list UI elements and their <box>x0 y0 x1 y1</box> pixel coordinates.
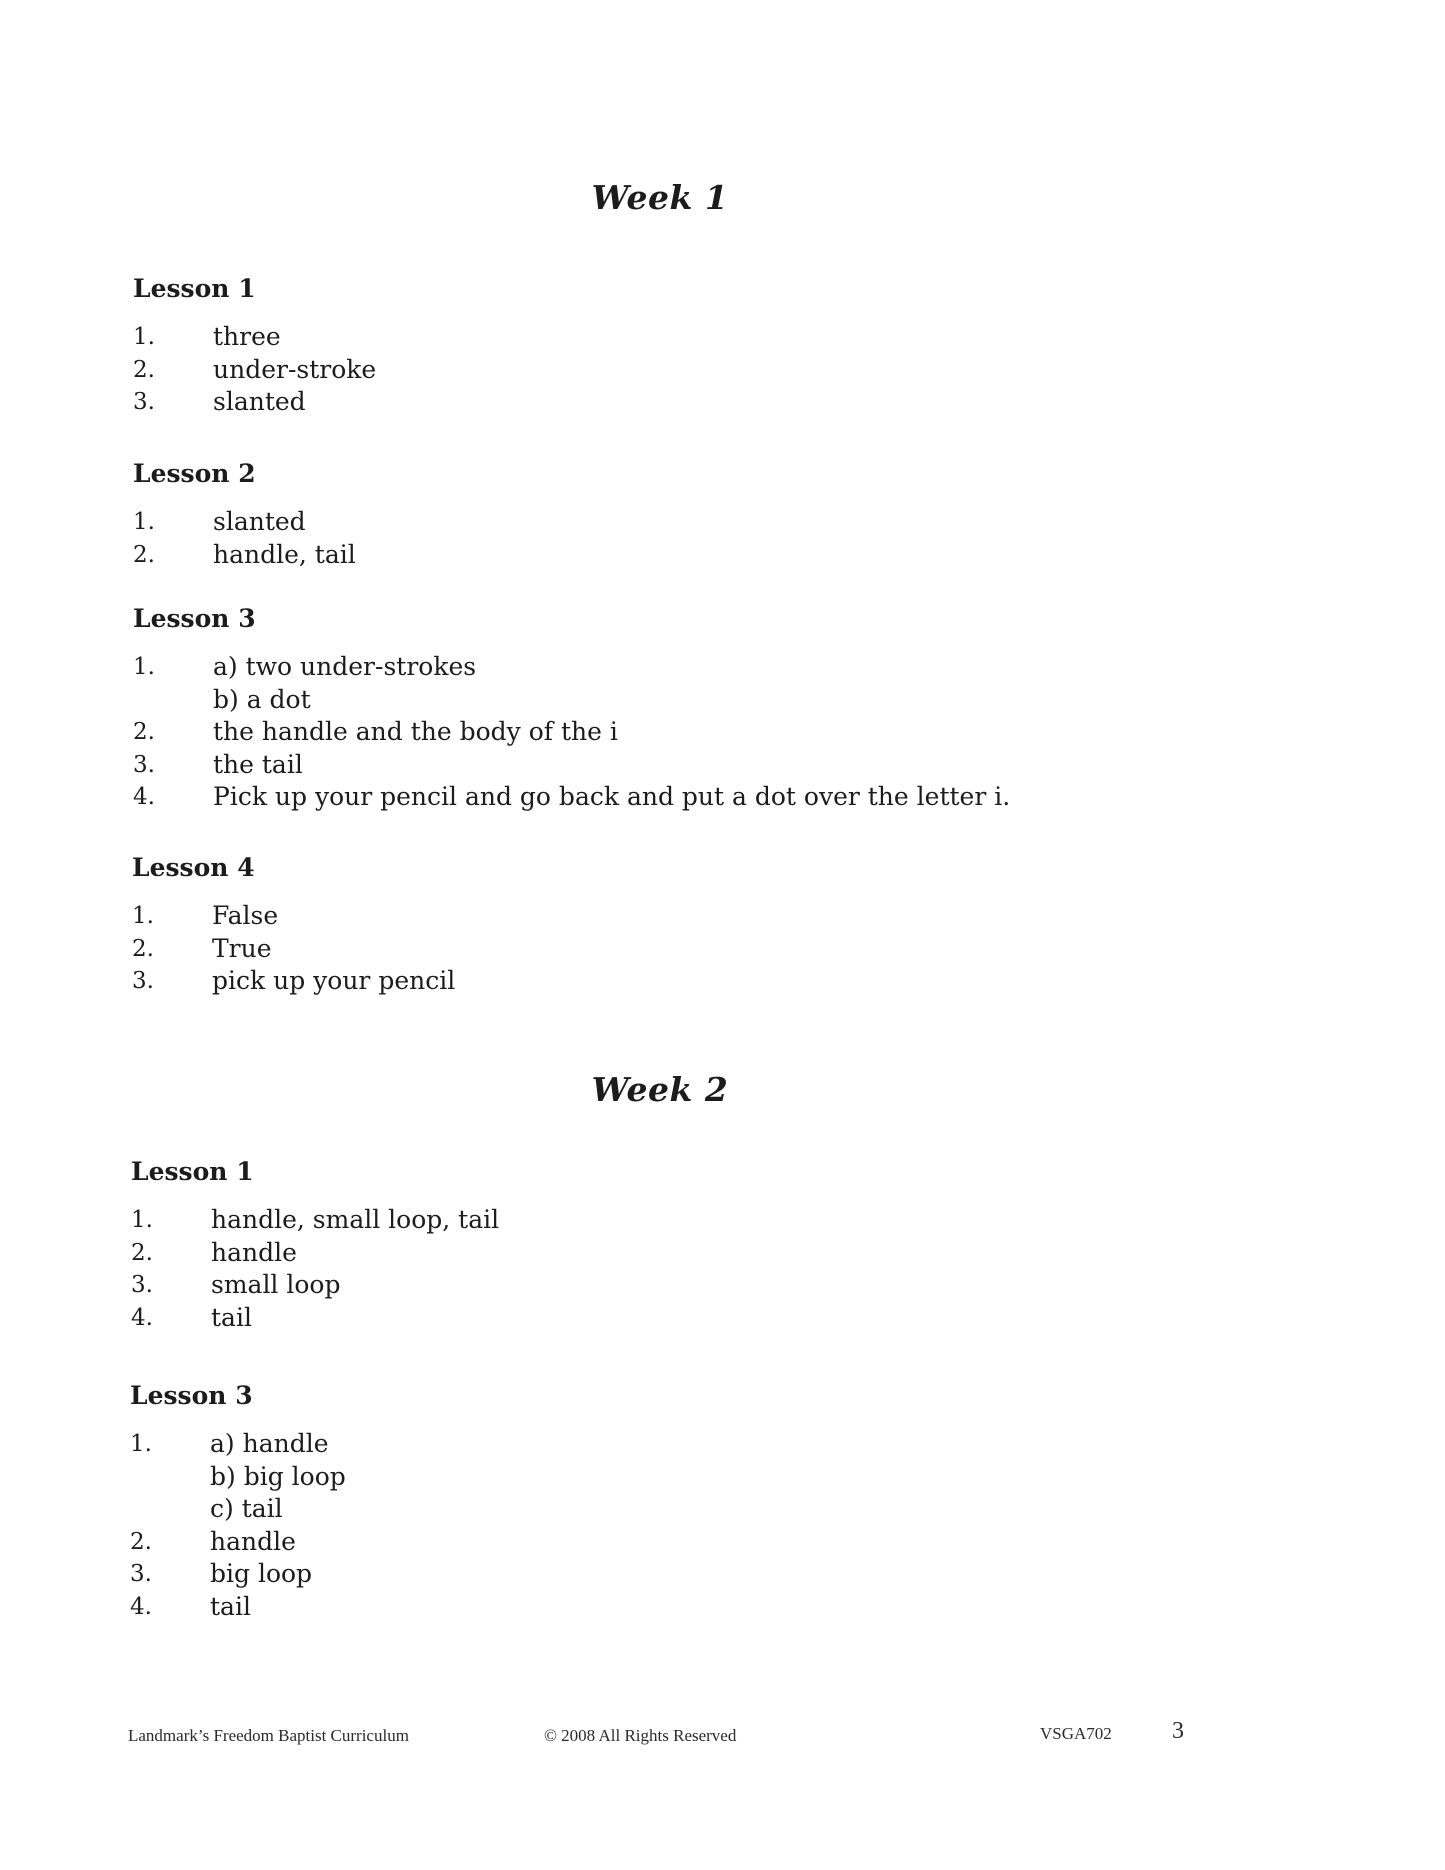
answer-number: 2. <box>131 1239 153 1266</box>
lesson-title: Lesson 3 <box>130 1381 253 1410</box>
answer-line: handle, tail <box>213 539 356 569</box>
answer-text <box>213 321 1333 354</box>
week-1-lesson-3 <box>133 606 1333 814</box>
answer-list <box>133 321 1333 419</box>
answer-line: big loop <box>210 1559 313 1588</box>
answer-line: tail <box>210 1591 251 1621</box>
answer-text <box>213 781 1333 814</box>
answer-item <box>131 1237 1331 1270</box>
answer-item <box>133 354 1333 387</box>
answer-item <box>133 539 1333 572</box>
answer-list <box>133 506 1333 571</box>
lesson-title: Lesson 2 <box>133 459 256 488</box>
answer-item <box>132 900 1332 933</box>
answer-text <box>213 716 1333 749</box>
answer-item <box>131 1204 1331 1237</box>
answer-text <box>211 1204 1331 1237</box>
answer-item <box>130 1526 1330 1559</box>
answer-item <box>133 781 1333 814</box>
answer-line: Pick up your pencil and go back and put a dot over the letter i. <box>213 782 1011 811</box>
week-1-lesson-2 <box>133 461 1333 571</box>
answer-line: a) two under-strokes <box>213 652 477 681</box>
answer-text <box>210 1558 1330 1591</box>
answer-item <box>133 506 1333 539</box>
week-1-title: Week 1 <box>591 178 729 217</box>
answer-number: 3. <box>131 1272 153 1298</box>
answer-number: 2. <box>133 356 155 383</box>
answer-list <box>131 1204 1331 1334</box>
answer-number: 1. <box>132 903 154 929</box>
page-footer <box>0 1718 1445 1758</box>
answer-line: the tail <box>213 749 303 779</box>
answer-item <box>132 965 1332 998</box>
answer-number: 2. <box>130 1528 152 1555</box>
answer-list <box>130 1428 1330 1623</box>
answer-text <box>213 506 1333 539</box>
answer-line: True <box>212 933 272 963</box>
answer-number: 3. <box>133 751 155 778</box>
answer-item <box>133 321 1333 354</box>
answer-text <box>213 386 1333 419</box>
answer-text <box>212 900 1332 933</box>
answer-line: b) big loop <box>210 1461 346 1491</box>
week-1-lesson-1 <box>133 276 1333 419</box>
answer-line: slanted <box>213 507 306 536</box>
answer-line: a) handle <box>210 1429 329 1458</box>
answer-number: 2. <box>133 541 155 568</box>
answer-line: under-stroke <box>213 354 377 384</box>
answer-line: b) a dot <box>213 684 311 714</box>
answer-item <box>132 933 1332 966</box>
answer-text <box>210 1526 1330 1559</box>
answer-number: 3. <box>133 389 155 415</box>
footer-copyright: © 2008 All Rights Reserved <box>544 1726 737 1745</box>
answer-line: handle, small loop, tail <box>211 1205 500 1234</box>
answer-item <box>133 386 1333 419</box>
footer-page-number: 3 <box>1172 1718 1184 1744</box>
answer-item <box>130 1558 1330 1591</box>
answer-number: 2. <box>132 935 154 962</box>
answer-item <box>130 1591 1330 1624</box>
answer-text <box>212 933 1332 966</box>
answer-line: handle <box>211 1237 297 1267</box>
answer-item <box>130 1428 1330 1526</box>
answer-text <box>211 1237 1331 1270</box>
week-1-lesson-4 <box>132 855 1332 998</box>
answer-line: pick up your pencil <box>212 966 456 995</box>
answer-text <box>213 539 1333 572</box>
footer-publisher: Landmark’s Freedom Baptist Curriculum <box>128 1726 409 1745</box>
answer-item <box>131 1269 1331 1302</box>
answer-text <box>211 1302 1331 1335</box>
answer-list <box>133 651 1333 814</box>
answer-list <box>132 900 1332 998</box>
answer-line: c) tail <box>210 1494 283 1523</box>
answer-item <box>133 716 1333 749</box>
answer-line: False <box>212 901 279 930</box>
week-2-lesson-3 <box>130 1383 1330 1623</box>
answer-line: three <box>213 322 281 351</box>
lesson-title: Lesson 4 <box>132 853 255 882</box>
answer-number: 1. <box>130 1431 152 1457</box>
footer-code: VSGA702 <box>1040 1724 1112 1743</box>
week-2-title: Week 2 <box>591 1070 729 1109</box>
answer-text <box>213 749 1333 782</box>
answer-line: slanted <box>213 387 306 416</box>
lesson-title: Lesson 1 <box>133 274 256 303</box>
answer-text <box>210 1428 1330 1526</box>
answer-line: small loop <box>211 1270 341 1299</box>
answer-line: the handle and the body of the i <box>213 717 618 746</box>
answer-number: 4. <box>130 1593 152 1620</box>
answer-text <box>212 965 1332 998</box>
answer-number: 1. <box>133 324 155 350</box>
lesson-title: Lesson 3 <box>133 604 256 633</box>
answer-line: handle <box>210 1526 296 1556</box>
week-2-lesson-1 <box>131 1159 1331 1334</box>
answer-item <box>133 749 1333 782</box>
answer-line: tail <box>211 1302 252 1332</box>
answer-number: 2. <box>133 719 155 745</box>
answer-item <box>133 651 1333 716</box>
answer-number: 1. <box>131 1207 153 1233</box>
answer-number: 3. <box>132 968 154 994</box>
answer-text <box>213 354 1333 387</box>
answer-number: 1. <box>133 509 155 535</box>
answer-text <box>213 651 1333 716</box>
lesson-title: Lesson 1 <box>131 1157 254 1186</box>
answer-text <box>210 1591 1330 1624</box>
answer-number: 4. <box>131 1304 153 1331</box>
answer-item <box>131 1302 1331 1335</box>
answer-number: 1. <box>133 654 155 680</box>
answer-number: 4. <box>133 784 155 810</box>
answer-text <box>211 1269 1331 1302</box>
answer-number: 3. <box>130 1561 152 1587</box>
